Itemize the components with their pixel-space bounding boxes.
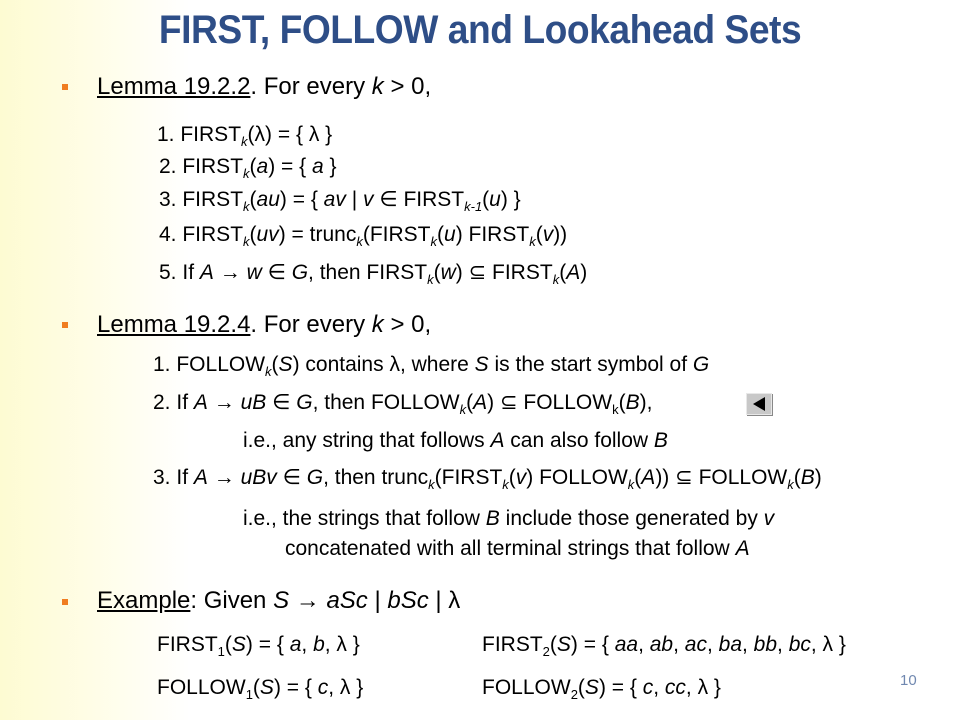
example-heading: Example: Given S → aSc | bSc | λ <box>97 587 461 614</box>
lemma-2-name: Lemma 19.2.4 <box>97 311 251 338</box>
example-follow-1: $FOLLOW_1(S)$ = { c, λ } <box>157 676 364 702</box>
example-follow-2: $FOLLOW_2(S)$ = { c, cc, λ } <box>482 676 721 702</box>
lemma-1-item-4: 4. $FIRST_k(uv)$ = $trunc_k(FIRST_k(u)$ $FIRST_k(v)$) <box>159 223 568 249</box>
lemma-1-heading: Lemma 19.2.2. For every k > 0, <box>97 73 432 100</box>
lemma-2-item-2-note: i.e., any string that follows A can also follow B <box>243 429 668 452</box>
lemma-2-item-3-note-1: i.e., the strings that follow B include those generated by v <box>243 507 775 530</box>
lemma-2-item-1: 1. $FOLLOW_k(S)$ contains λ, where S is the start symbol of G <box>153 353 710 379</box>
example-first-1: $FIRST_1(S)$ = { a, b, λ } <box>157 633 360 659</box>
lemma-1-name: Lemma 19.2.2 <box>97 73 251 100</box>
lemma-1-item-1: 1. $FIRST_k(\lambda)$ = { λ } <box>157 123 333 149</box>
square-bullet-icon <box>62 84 68 90</box>
lemma-1-item-3: 3. $FIRST_k(au)$ = { av | v ∈ $FIRST_{k-1}(u)$ } <box>159 188 521 214</box>
lemma-1-item-5: 5. If A → w ∈ G, then $FIRST_k(w)$ ⊆ $FIRST_k(A)$ <box>159 261 588 287</box>
square-bullet-icon <box>62 599 68 605</box>
page-number: 10 <box>900 672 917 689</box>
lemma-2-heading: Lemma 19.2.4. For every k > 0, <box>97 311 432 338</box>
lemma-2-item-2: 2. If A → uB ∈ G, then $FOLLOW_k(A)$ ⊆ $FOLLOW_k(B)$, <box>153 391 653 417</box>
slide-title: FIRST, FOLLOW and Lookahead Sets <box>158 8 802 52</box>
lemma-2-item-3: 3. If A → uBv ∈ G, then $trunc_k(FIRST_k(v)$ $FOLLOW_k(A)$) ⊆ $FOLLOW_k(B)$ <box>153 466 822 492</box>
lemma-2-item-3-note-2: concatenated with all terminal strings that follow A <box>285 537 750 560</box>
back-arrow-icon[interactable] <box>746 393 772 415</box>
example-first-2: $FIRST_2(S)$ = { aa, ab, ac, ba, bb, bc, λ } <box>482 633 846 659</box>
lemma-1-item-2: 2. $FIRST_k(a)$ = { a } <box>159 155 337 181</box>
example-label: Example <box>97 587 191 614</box>
square-bullet-icon <box>62 322 68 328</box>
